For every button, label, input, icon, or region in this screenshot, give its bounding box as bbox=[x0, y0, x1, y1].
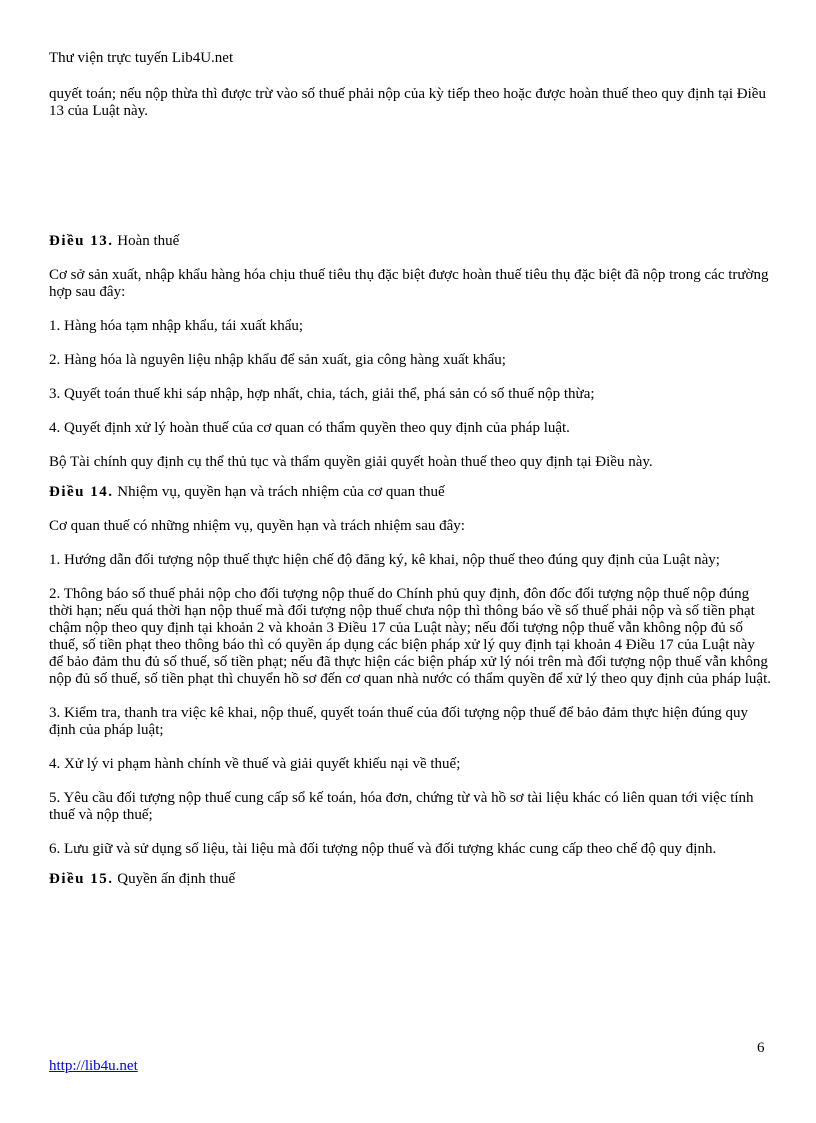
article-14-title: Nhiệm vụ, quyền hạn và trách nhiệm của cơ quan thuế bbox=[117, 484, 445, 500]
article-13-closing: Bộ Tài chính quy định cụ thể thủ tục và thẩm quyền giải quyết hoàn thuế theo quy định tại Điều này. bbox=[49, 454, 653, 470]
article-13-item-1: 1. Hàng hóa tạm nhập khẩu, tái xuất khẩu; bbox=[49, 318, 304, 334]
article-14-lead: Cơ quan thuế có những nhiệm vụ, quyền hạn và trách nhiệm sau đây: bbox=[49, 518, 465, 534]
article-13-number: Điều 13. bbox=[49, 233, 114, 249]
article-13-heading bbox=[49, 233, 771, 250]
article-14-item-3: 3. Kiểm tra, thanh tra việc kê khai, nộp thuế, quyết toán thuế của đối tượng nộp thuế để bảo đảm thực hiện đúng quy định của pháp luật; bbox=[49, 705, 749, 738]
article-14-item-5: 5. Yêu cầu đối tượng nộp thuế cung cấp sổ kế toán, hóa đơn, chứng từ và hồ sơ tài liệu khác có liên quan tới việc tính thuế và nộp thuế; bbox=[49, 790, 754, 823]
article-13-title: Hoàn thuế bbox=[117, 233, 180, 249]
footer-site-link[interactable]: http://lib4u.net bbox=[49, 1058, 138, 1074]
article-14-item-1: 1. Hướng dẫn đối tượng nộp thuế thực hiện chế độ đăng ký, kê khai, nộp thuế theo đúng quy định của Luật này; bbox=[49, 552, 720, 568]
article-13-item-3: 3. Quyết toán thuế khi sáp nhập, hợp nhất, chia, tách, giải thể, phá sản có số thuế nộp thừa; bbox=[49, 386, 595, 402]
article-15-number: Điều 15. bbox=[49, 871, 114, 887]
article-14-item-6: 6. Lưu giữ và sử dụng số liệu, tài liệu mà đối tượng nộp thuế và đối tượng khác cung cấp theo chế độ quy định. bbox=[49, 841, 717, 857]
article-14-item-4: 4. Xử lý vi phạm hành chính về thuế và giải quyết khiếu nại về thuế; bbox=[49, 756, 461, 772]
article-15-title: Quyền ấn định thuế bbox=[117, 871, 236, 887]
article-13-item-2: 2. Hàng hóa là nguyên liệu nhập khẩu để sản xuất, gia công hàng xuất khẩu; bbox=[49, 352, 506, 368]
intro-paragraph: quyết toán; nếu nộp thừa thì được trừ vào số thuế phải nộp của kỳ tiếp theo hoặc được hoàn thuế theo quy định tại Điều 13 của Luật này. bbox=[49, 86, 766, 119]
article-15-heading bbox=[49, 871, 771, 888]
article-13-item-4: 4. Quyết định xử lý hoàn thuế của cơ quan có thẩm quyền theo quy định của pháp luật. bbox=[49, 420, 570, 436]
document-body bbox=[49, 86, 771, 905]
page-number: 6 bbox=[757, 1040, 765, 1056]
article-13-lead: Cơ sở sản xuất, nhập khẩu hàng hóa chịu thuế tiêu thụ đặc biệt được hoàn thuế tiêu thụ đặc biệt đã nộp trong các trường hợp sau đây: bbox=[49, 267, 769, 300]
article-14-heading bbox=[49, 484, 771, 501]
page-header-site: Thư viện trực tuyến Lib4U.net bbox=[49, 50, 234, 66]
blank-gap bbox=[49, 137, 771, 233]
article-14-item-2: 2. Thông báo số thuế phải nộp cho đối tượng nộp thuế do Chính phủ quy định, đôn đốc đối tượng nộp thuế nộp đúng thời hạn; nếu quá thời hạn nộp thuế mà đối tượng nộp thuế chưa nộp thì thông báo về số thuế phải nộp và số tiền phạt chậm nộp theo quy định tại khoản 2 và khoản 3 Điều 17 của Luật này; nếu đối tượng nộp thuế vẫn không nộp đủ số thuế, số tiền phạt theo thông báo thì có quyền áp dụng các biện pháp xử lý quy định tại khoản 4 Điều 17 của Luật này để bảo đảm thu đủ số thuế, số tiền phạt; nếu đã thực hiện các biện pháp xử lý nói trên mà đối tượng nộp thuế vẫn không nộp đủ số thuế, số tiền phạt thì chuyển hồ sơ đến cơ quan nhà nước có thẩm quyền để xử lý theo quy định của pháp luật. bbox=[49, 586, 771, 687]
article-14-number: Điều 14. bbox=[49, 484, 114, 500]
